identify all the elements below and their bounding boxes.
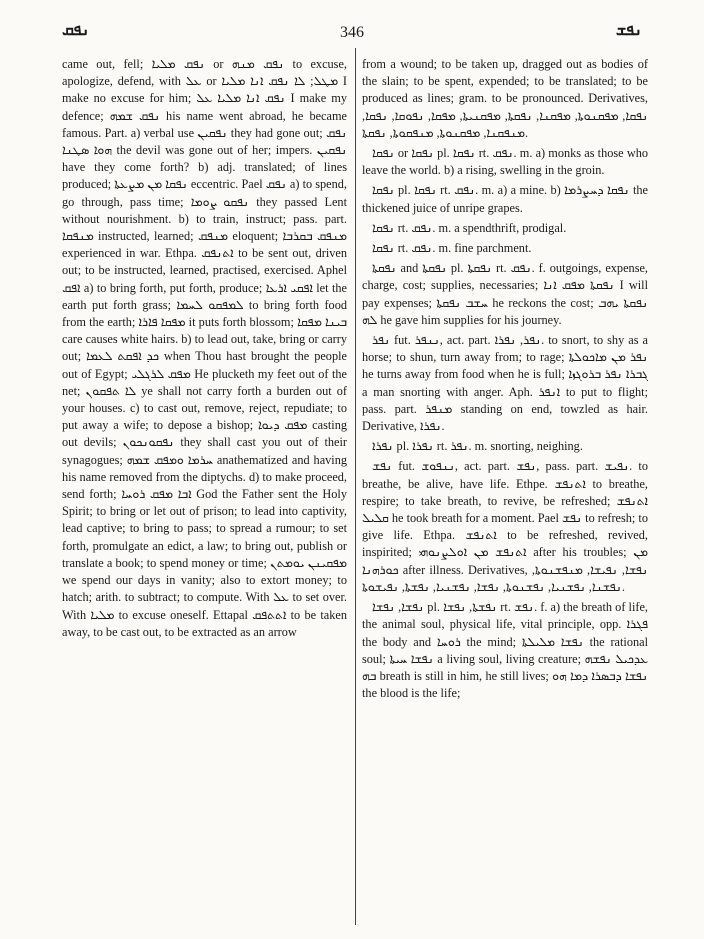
page-header xyxy=(62,22,642,46)
dictionary-entry: ܢܦܩܐ rt. ܢܦܩ. m. a spendthrift, prodigal. xyxy=(372,220,567,235)
dictionary-entry: ܢܦܪܐ pl. ܢܦܪܐ rt. ܢܦܪ. m. snorting, neighing. xyxy=(372,439,583,454)
dictionary-entry: ܢܦܩܐ rt. ܢܦܩ. m. fine parchment. xyxy=(372,241,532,256)
left-column xyxy=(62,56,347,926)
dictionary-entry: ܢܦܫ fut. ܢܢܦܘܫ, act. part. ܢܦܫ, pass. part. ܢܦܝܫ. to breathe, be alive, have life. Ethpe. ܐܬܢܦܫ to breathe, respire; to take breath, to revive, be refreshed; ܐܬܢܦܫ ܩܠܝܠ he took breath for a moment. Pael ܢܦܫ to refresh; to give life. Ethpa. ܐܬܢܦܫ to be refreshed, revived, inspirited; ܐܬܢܦܫ ܡܢ ܐܘܠܨܢܘܗܝ after his troubles; ܡܢ ܟܘܪܗܢܐ after illness. Derivatives, ܢܦܫܐ, ܢܦܝܫܐ, ܡܢܦܫܢܘܬܐ, ܢܦܫܢܐ, ܢܦܫܢܝܐ, ܢܦܫܢܘܬܐ, ܢܦܫܐ, ܢܦܫܢܝܐ, ܢܦܫܬܐ, ܢܦܝܫܘܬܐ. xyxy=(362,459,648,594)
left-running-headword: ܢܦܩ xyxy=(62,22,90,39)
dictionary-entry: ܢܦܩܐ pl. ܢܦܩܐ rt. ܢܦܩ. m. a) a mine. b) ܢܦܩܐ ܕܚܨܪܡܐ the thickened juice of unripe grapes. xyxy=(362,183,648,215)
dictionary-entry: ܢܦܩܬܐ and ܢܦܩܬܐ pl. ܢܦܩܬܐ rt. ܢܦܩ. f. outgoings, expense, charge, cost; supplies, necessaries; ܢܦܩܬܐ ܡܦܩ ܐܢܐ I will pay expenses; ܚܫܒ ܢܦܩܬܐ he reckons the cost; ܢܦܩܬܐ ܝܗܒ ܠܗ he gave him supplies for his journey. xyxy=(362,261,648,327)
dictionary-entry: came out, fell; ܢܦܩ ܡܠܝܐ or ܢܦܩ ܡܢܗ to excuse, apologize, defend, with ܥܠ or ܡܛܠ; ܠܐ ܢܦܩ ܐܢܐ ܡܠܝܐ I make no excuse for him; ܢܦܩ ܐܢܐ ܡܠܝܐ ܥܠ I make my defence; ܢܦܩ ܫܡܗ his name went abroad, he became famous. Part. a) verbal use ܢܦܩܝܢ they had gone out; ܢܦܩ ܗܘܐ ܣܛܢܐ the devil was gone out of her; impers. ܢܦܩܝܢ have they come forth? b) adj. translated; of lines produced; ܢܦܩܐ ܡܢ ܡܨܥܬܐ eccentric. Pael ܢܦܩ a) to spend, go through, pass time; ܢܦܩܘ ܨܘܡܐ they passed Lent without nourishment. b) to train, instruct; pass. part. ܡܢܦܩܐ instructed, learned; ܡܢܦܩ eloquent; ܡܢܦܩ ܒܩܪܒܐ experienced in war. Ethpa. ܐܬܢܦܩ to be sent out, driven out; to be instructed, learned, practised, exercised. Aphel ܐܦܩ a) to bring forth, put forth, produce; ܐܦܩܝ ܐܪܥܐ let the earth put forth grass; ܠܡܦܩܘ ܠܚܡܐ to bring forth food from the earth; ܡܦܩܐ ܦܐܪܐ it puts forth blossom; ܒܝܢܐ ܡܦܩܐ care causes white hairs. b) to lead out, take, bring or carry out; ܟܕ ܐܦܩܬ ܠܥܡܐ when Thou hast brought the people out of Egypt; ܡܦܩ ܠܪܓܠܝ He plucketh my feet out of the net; ܠܐ ܬܦܩܘܢ ye shall not carry forth a burden out of your houses. c) to cast out, remove, reject, repudiate; to put away a wife; to depose a bishop; ܡܦܩ ܕܝܘܐ casting out devils; ܢܦܩܘܢܟܘܢ they shall cast you out of their synagogues; ܚܪܡܐ ܘܡܦܩ ܫܡܗ anathematized and having his name removed from the diptychs. d) to make proceed, send forth; ܐܒܐ ܡܦܩ ܪܘܚܐ God the Father sent the Holy Spirit; to bring or let out of prison; to lead into captivity, lead captive; to bring to pass; to spread a rumour; to set forth, promulgate an edict, a law; to bring out, publish or translate a book; to spend money or time; ܡܦܩܝܢܢ ܝܘܡܬܢ we spend our days in vanity; also to extort money; to hatch; arith. to subtract; to compute. With ܥܠ to set over. With ܡܠܝܐ to excuse oneself. Ettapal ܐܬܬܦܩ to be taken away, to be cast out, to be extracted as an arrow xyxy=(62,57,347,639)
dictionary-entry: ܢܦܫܐ, ܢܦܫܐ pl. ܢܦܫܬܐ, ܢܦܫܐ rt. ܢܦܫ. f. a) the breath of life, the animal soul, physical life, vital principle, opp. ܦܓܪܐ the body and ܪܘܚܐ the mind; ܢܦܫܐ ܡܠܝܠܬܐ the rational soul; ܢܦܫܐ ܚܝܬܐ a living soul, living creature; ܥܕܟܝܠ ܢܦܫܗ ܒܗ breath is still in him, he still lives; ܢܦܫܐ ܕܒܣܪܐ ܕܡܐ ܗܘ the blood is the life; xyxy=(362,600,648,701)
column-divider xyxy=(355,48,356,925)
dictionary-entry-continuation: from a wound; to be taken up, dragged out as bodies of the slain; to be spent, expended; to be translated; to be produced as lines; gram. to be pronounced. Derivatives, ܢܦܩܐ, ܡܦܩܢܘܬܐ, ܡܦܩܢܐ, ܢܦܩܬܐ, ܡܦܩܢܝܬܐ, ܡܦܩܐ, ܢܦܘܩܐ, ܢܦܩܐ, ܡܢܦܩܢܐ, ܡܦܩܢܘܬܐ, ܡܢܦܩܘܬܐ, ܢܦܩܬܐ. xyxy=(362,57,648,140)
page-number: 346 xyxy=(340,24,364,41)
right-column xyxy=(362,56,648,926)
dictionary-entry: ܢܦܪ fut. ܢܢܦܪ, act. part. ܢܦܪ, ܢܦܪܐ. to snort, to shy as a horse; to shun, turn away from; to rage; ܢܦܪ ܡܢ ܡܐܟܘܠܬܐ he turns away from food when he is full; ܓܒܪܐ ܢܦܪ ܒܪܘܓܙܐ a man snorting with anger. Aph. ܐܢܦܪ to put to flight; pass. part. ܡܢܦܪ standing on end, towzled as hair. Derivative, ܢܦܪܐ. xyxy=(362,333,648,434)
right-running-headword: ܢܦܫ xyxy=(615,22,642,39)
dictionary-entry: ܢܦܩܐ or ܢܦܩܐ pl. ܢܦܩܐ rt. ܢܦܩ. m. a) monks as those who leave the world. b) a rising, swelling in the groin. xyxy=(362,146,648,178)
